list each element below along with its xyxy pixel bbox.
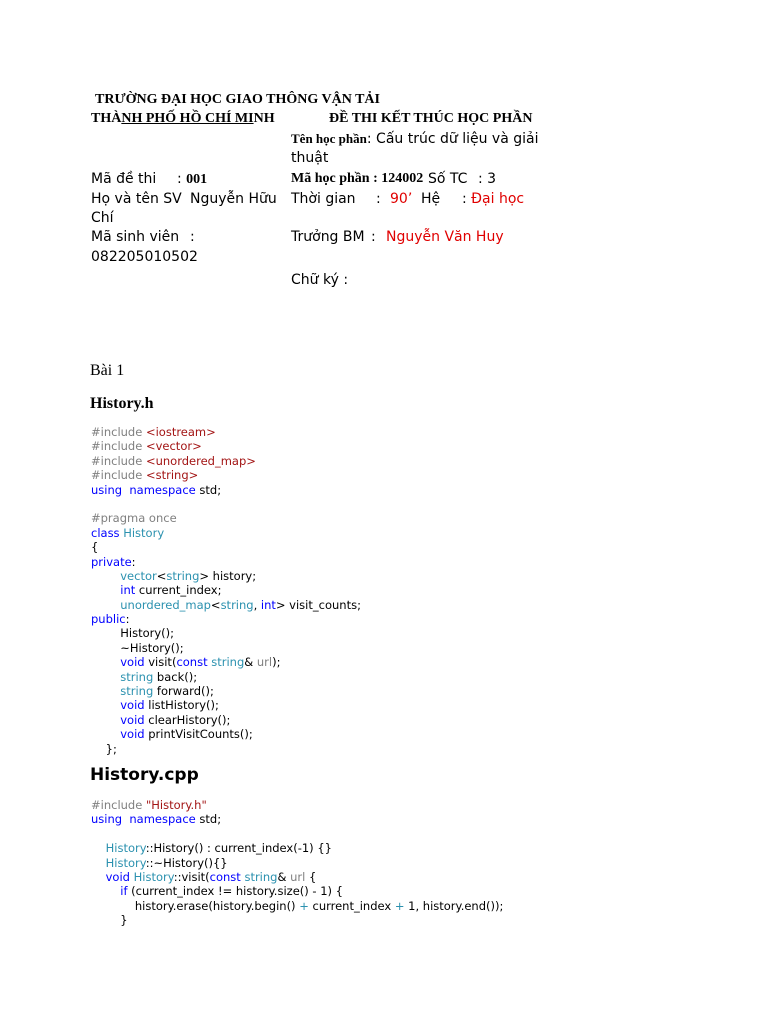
course-name-value-cont: thuật — [291, 150, 329, 166]
credits-value: 3 — [487, 171, 497, 187]
code-token: } — [91, 913, 128, 928]
code-line — [91, 913, 503, 927]
head-value: Nguyễn Văn Huy — [386, 229, 504, 245]
code-token: #include — [91, 468, 146, 483]
code-token: const — [176, 655, 208, 670]
code-token: using — [91, 482, 123, 497]
code-token: current_index; — [135, 583, 222, 598]
code-token: #include — [91, 439, 146, 454]
code-token: < — [156, 568, 167, 583]
code-token: History — [105, 841, 146, 856]
code-token — [91, 884, 120, 898]
code-token: void — [120, 727, 145, 742]
school-name-part-a: THÀ — [91, 111, 122, 126]
system-row: : Đại học — [462, 191, 525, 207]
code-line — [91, 641, 361, 655]
course-code: Mã học phần : 124002 — [291, 171, 424, 186]
code-line — [91, 899, 503, 913]
code-line — [91, 655, 361, 669]
school-name-part-b: NH PHỐ HỒ CHÍ MI — [121, 111, 254, 126]
code-token: : — [125, 612, 130, 627]
exam-title: ĐỀ THI KẾT THÚC HỌC PHẦN — [329, 111, 533, 126]
code-line — [91, 511, 361, 525]
system-value: Đại học — [471, 191, 525, 207]
code-line — [91, 425, 361, 439]
code-token: <unordered_map> — [145, 453, 256, 468]
code-token: <string> — [145, 468, 199, 483]
code-token: <iostream> — [145, 425, 216, 439]
file-heading-history-h: History.h — [90, 395, 154, 412]
code-token: #include — [91, 798, 146, 812]
code-token — [91, 698, 120, 712]
school-name-part-c: NH — [253, 111, 275, 126]
code-line — [91, 555, 361, 569]
code-token: private — [91, 554, 132, 569]
code-token: std; — [195, 482, 222, 497]
code-line — [91, 812, 503, 826]
code-line — [91, 798, 503, 812]
code-token: forward(); — [153, 684, 214, 699]
code-line — [91, 468, 361, 482]
code-line — [91, 827, 503, 841]
code-token — [91, 870, 106, 884]
code-token: , — [253, 597, 261, 612]
code-block-history-h — [91, 425, 361, 756]
code-line — [91, 856, 503, 870]
student-id-label: Mã sinh viên — [91, 229, 180, 245]
code-line — [91, 598, 361, 612]
code-line — [91, 540, 361, 554]
credits-row: : 3 — [478, 171, 497, 187]
code-token: string — [120, 684, 154, 699]
code-token: visit( — [144, 655, 177, 670]
code-line — [91, 727, 361, 741]
student-name-value-cont: Chí — [91, 210, 114, 226]
code-token — [91, 655, 120, 669]
code-token: listHistory(); — [144, 698, 219, 713]
code-token: string — [244, 869, 278, 884]
code-token: ::History() : current_index(-1) {} — [145, 841, 332, 856]
time-label: Thời gian — [291, 191, 356, 207]
code-token: history.erase(history.begin() — [91, 898, 300, 913]
code-line — [91, 698, 361, 712]
student-name-label: Họ và tên SV — [91, 191, 182, 207]
code-token: > history; — [199, 568, 257, 583]
code-token: & — [244, 655, 257, 670]
code-token — [91, 841, 106, 855]
code-token: vector — [120, 568, 157, 583]
code-token: namespace — [129, 812, 196, 827]
code-token: std; — [195, 812, 222, 827]
code-token: "History.h" — [145, 798, 207, 812]
exercise-title: Bài 1 — [90, 362, 125, 379]
code-token: void — [120, 655, 145, 670]
code-token — [91, 856, 106, 870]
code-token: & — [277, 869, 291, 884]
code-token: namespace — [129, 482, 196, 497]
code-token: #pragma once — [91, 511, 177, 526]
school-name-line2 — [91, 111, 275, 127]
code-token: string — [120, 669, 154, 684]
code-token: using — [91, 812, 123, 827]
code-token: <vector> — [145, 439, 202, 454]
code-line — [91, 870, 503, 884]
code-token: unordered_map — [120, 597, 211, 612]
exam-code-row: : 001 — [177, 171, 208, 187]
code-token: void — [120, 712, 145, 727]
code-token: ); — [272, 655, 281, 670]
time-colon: : — [376, 191, 381, 207]
code-token: < — [210, 597, 221, 612]
code-token — [91, 684, 120, 698]
head-colon: : — [371, 229, 376, 245]
code-line — [91, 583, 361, 597]
code-token: + — [299, 898, 309, 913]
code-line — [91, 742, 361, 756]
code-token: string — [166, 568, 200, 583]
code-token: int — [120, 583, 136, 598]
code-line — [91, 684, 361, 698]
code-line — [91, 497, 361, 511]
code-line — [91, 713, 361, 727]
student-id-colon: : — [190, 229, 195, 245]
code-token: string — [211, 655, 245, 670]
code-token: ~History(); — [91, 640, 184, 655]
course-name-row — [291, 131, 538, 148]
code-line — [91, 884, 503, 898]
school-name-line1: TRƯỜNG ĐẠI HỌC GIAO THÔNG VẬN TẢI — [95, 92, 380, 107]
signature-row: Chữ ký : — [291, 272, 349, 288]
code-token: History — [133, 869, 174, 884]
code-token: back(); — [153, 669, 198, 684]
code-token: (current_index != history.size() - 1) { — [127, 884, 343, 899]
head-label: Trưởng BM — [291, 229, 365, 245]
code-token: url — [290, 869, 306, 884]
code-token: url — [256, 655, 273, 670]
time-value: 90’ — [390, 191, 413, 207]
code-token: }; — [91, 741, 117, 756]
code-line — [91, 626, 361, 640]
student-id-value: 082205010502 — [91, 249, 198, 265]
code-line — [91, 841, 503, 855]
code-token: const — [209, 869, 241, 884]
code-token — [91, 598, 120, 612]
code-line — [91, 569, 361, 583]
code-token: ::visit( — [173, 869, 210, 884]
code-token: void — [120, 698, 145, 713]
code-line — [91, 483, 361, 497]
code-token: clearHistory(); — [144, 712, 231, 727]
exam-code-value: 001 — [186, 172, 208, 187]
code-block-history-cpp — [91, 798, 503, 928]
code-token: + — [394, 898, 405, 913]
course-name-label: Tên học phần — [291, 131, 367, 146]
code-token: { — [91, 540, 99, 555]
credits-label: Số TC — [428, 171, 468, 187]
code-token: History — [105, 855, 146, 870]
code-line — [91, 454, 361, 468]
code-line — [91, 526, 361, 540]
code-token — [91, 727, 120, 741]
code-token — [91, 670, 120, 684]
code-token: class — [91, 525, 120, 540]
student-name-value: Nguyễn Hữu — [190, 191, 277, 207]
code-token: current_index — [308, 898, 395, 913]
code-token: 1, history.end()); — [404, 898, 504, 913]
code-line — [91, 439, 361, 453]
code-token — [91, 713, 120, 727]
system-label: Hệ — [421, 191, 441, 207]
course-name-value: : Cấu trúc dữ liệu và giải — [366, 131, 539, 147]
code-token: : — [131, 554, 136, 569]
code-line — [91, 612, 361, 626]
file-heading-history-cpp: History.cpp — [90, 765, 199, 785]
code-token: string — [220, 597, 254, 612]
code-token — [91, 569, 120, 583]
code-token: History — [123, 525, 165, 540]
signature-label: Chữ ký — [291, 272, 339, 288]
code-token — [91, 583, 120, 597]
code-token: void — [105, 869, 130, 884]
exam-code-label: Mã đề thi — [91, 171, 157, 187]
code-token: #include — [91, 453, 146, 468]
code-token: printVisitCounts(); — [144, 727, 253, 742]
code-token: > visit_counts; — [275, 597, 361, 612]
code-line — [91, 670, 361, 684]
code-token: History(); — [91, 626, 175, 641]
code-token: #include — [91, 425, 146, 439]
code-token: ::~History(){} — [145, 855, 228, 870]
code-token: public — [91, 612, 126, 627]
code-token: int — [260, 597, 276, 612]
code-token: { — [305, 869, 317, 884]
code-token: if — [120, 884, 128, 899]
